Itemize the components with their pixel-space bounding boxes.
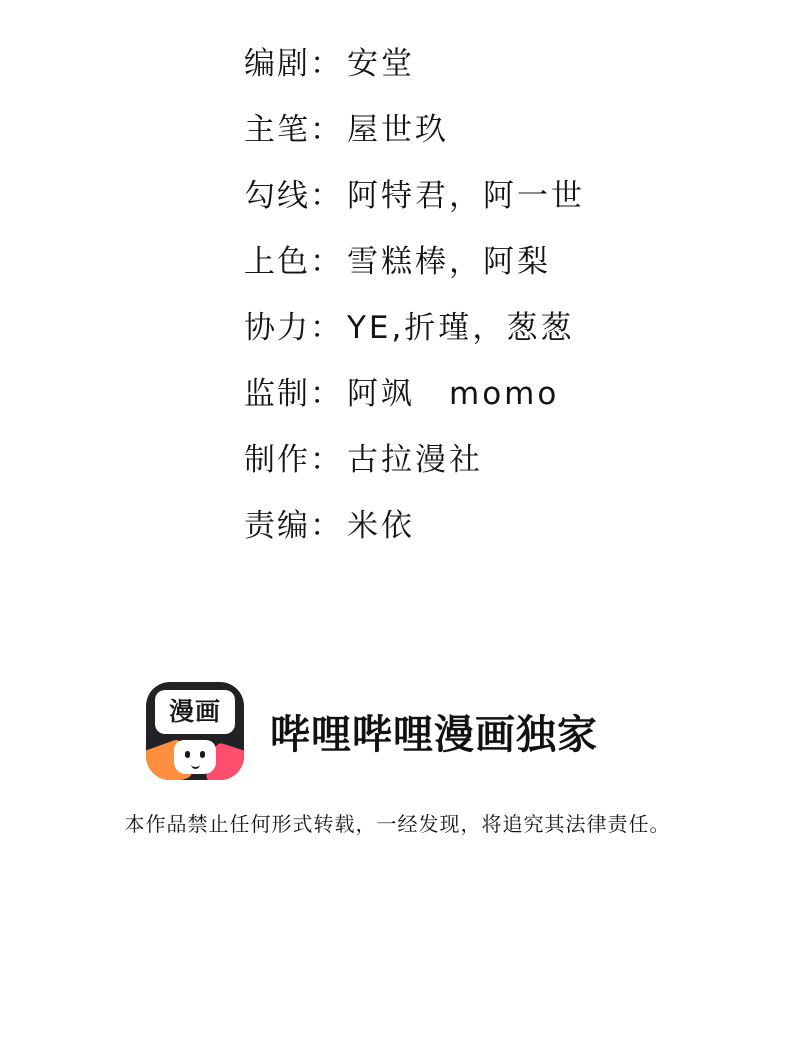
credit-name: 古拉漫社: [347, 442, 483, 478]
credit-name: 阿特君，阿一世: [347, 178, 585, 214]
credit-colon: ：: [310, 310, 341, 346]
credit-row: [0, 236, 795, 302]
credit-colon: ：: [310, 442, 341, 478]
credit-role: 勾线: [244, 178, 310, 214]
credit-name: 米依: [347, 508, 415, 544]
credit-name: 屋世玖: [347, 112, 449, 148]
credit-colon: ：: [310, 178, 341, 214]
credits-list: [0, 38, 795, 566]
brand-block: [146, 682, 598, 780]
copyright-notice: 本作品禁止任何形式转载，一经发现，将追究其法律责任。: [124, 812, 671, 836]
credit-colon: ：: [310, 244, 341, 280]
credit-role: 责编: [244, 508, 310, 544]
credit-row: [0, 434, 795, 500]
credit-role: 制作: [244, 442, 310, 478]
credit-role: 协力: [244, 310, 310, 346]
credit-colon: ：: [310, 46, 341, 82]
brand-title: 哔哩哔哩漫画独家: [270, 711, 598, 758]
logo-eye-left-icon: [185, 751, 190, 758]
credit-row: [0, 38, 795, 104]
bilibili-manga-logo-icon: [146, 682, 244, 780]
credit-colon: ：: [310, 112, 341, 148]
logo-mascot-face-icon: [174, 740, 216, 774]
credit-row: [0, 368, 795, 434]
logo-speech-bubble-icon: [155, 690, 235, 734]
credit-role: 上色: [244, 244, 310, 280]
credit-name: 雪糕棒，阿梨: [347, 244, 551, 280]
credit-colon: ：: [310, 508, 341, 544]
credit-role: 监制: [244, 376, 310, 412]
credit-name: 安堂: [347, 46, 415, 82]
credit-role: 编剧: [244, 46, 310, 82]
credit-role: 主笔: [244, 112, 310, 148]
credit-row: [0, 104, 795, 170]
credit-row: [0, 170, 795, 236]
credit-row: [0, 302, 795, 368]
credit-row: [0, 500, 795, 566]
credit-name: 阿飒 momo: [347, 376, 560, 412]
credit-name: YE,折瑾，葱葱: [347, 310, 575, 346]
credit-colon: ：: [310, 376, 341, 412]
logo-eye-right-icon: [200, 751, 205, 758]
logo-bubble-label: 漫画: [168, 697, 221, 726]
logo-mouth-icon: [191, 762, 200, 769]
